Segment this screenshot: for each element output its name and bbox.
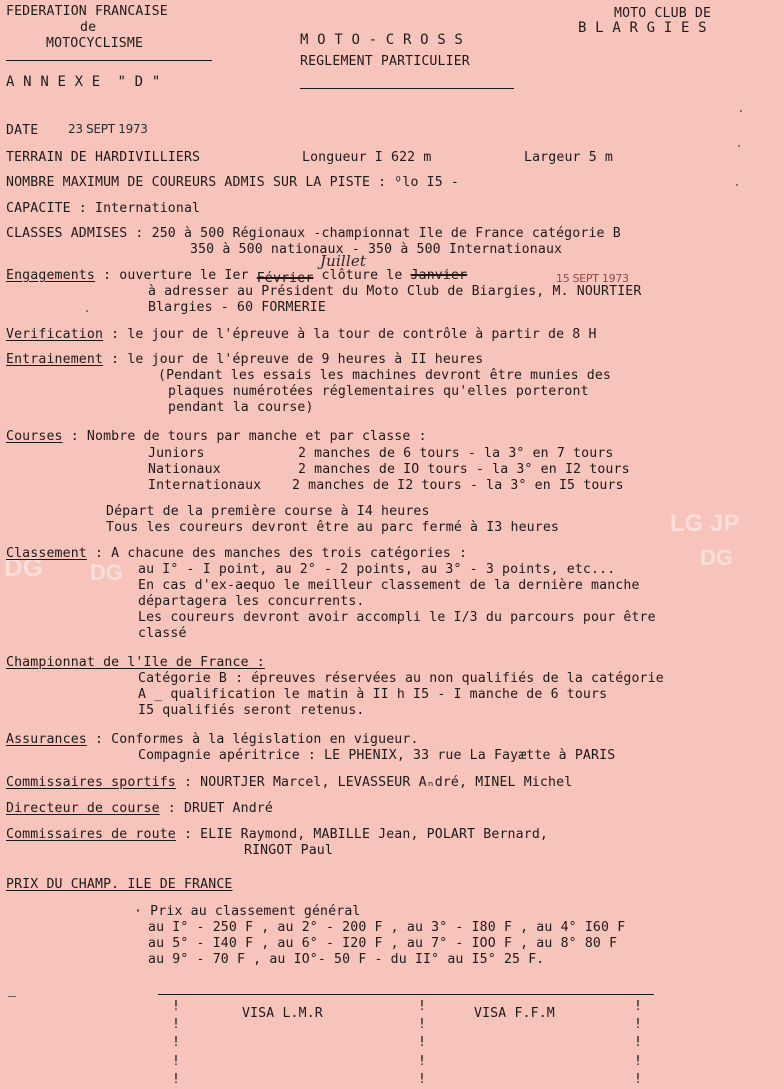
commissaires-route-line2: RINGOT Paul <box>244 843 333 858</box>
assurances-line1 <box>6 732 419 748</box>
paper-speck <box>738 145 740 147</box>
federation-rule <box>6 60 212 61</box>
directeur-line <box>6 801 273 817</box>
classement-line6: classé <box>138 626 187 641</box>
entrainement-line1 <box>6 352 483 368</box>
courses-class-juniors: Juniors <box>148 446 205 461</box>
commissaires-sportifs-line <box>6 775 572 791</box>
paper-speck <box>736 184 738 186</box>
classement-line1 <box>6 546 467 562</box>
commissaires-route-line1 <box>6 827 548 843</box>
handwritten-month: Juillet <box>320 252 367 270</box>
entrainement-line4: pendant la course) <box>168 400 314 415</box>
verification-text: : le jour de l'épreuve à la tour de contrôle à partir de 8 H <box>103 327 597 342</box>
verification-line <box>6 327 597 343</box>
courses-desc-internationaux: 2 manches de I2 tours - la 3° en I5 tours <box>292 478 624 493</box>
courses-desc-juniors: 2 manches de 6 tours - la 3° en 7 tours <box>298 446 614 461</box>
championnat-line1: Catégorie B : épreuves réservées au non qualifiés de la catégorie <box>138 671 664 686</box>
entrainement-text: : le jour de l'épreuve de 9 heures à II heures <box>103 352 484 367</box>
courses-depart: Départ de la première course à I4 heures <box>106 504 430 519</box>
commissaires-sportifs-label: Commissaires sportifs <box>6 775 176 790</box>
title-line1: M O T O - C R O S S <box>300 32 463 48</box>
classes-line1: CLASSES ADMISES : 250 à 500 Régionaux -championnat Ile de France catégorie B <box>6 226 621 241</box>
entrainement-line2: (Pendant les essais les machines devront être munies des <box>158 368 612 383</box>
assurances-line2: Compagnie apéritrice : LE PHENIX, 33 rue La Fayætte à PARIS <box>138 748 616 763</box>
date-label: DATE <box>6 123 39 138</box>
watermark-logo-right-upper: LG JP <box>670 510 740 537</box>
commissaires-sportifs-text: : NOURTJER Marcel, LEVASSEUR Aₙdré, MINEL Michel <box>175 775 573 790</box>
engagements-line1 <box>6 268 467 284</box>
verification-label: Verification <box>6 327 104 342</box>
date-stamp: 23 SEPT 1973 <box>68 122 148 136</box>
championnat-line3: I5 qualifiés seront retenus. <box>138 703 365 718</box>
watermark-logo-left: DG <box>4 552 43 582</box>
classement-line4: départagera les concurrents. <box>138 594 365 609</box>
annexe-label: A N N E X E " D " <box>6 74 161 90</box>
courses-intro: : Nombre de tours par manche et par classe : <box>62 429 427 444</box>
capacite: CAPACITE : International <box>6 201 201 216</box>
engagements-line2: à adresser au Président du Moto Club de Biargies, M. NOURTIER <box>148 284 642 299</box>
classement-line2: au I° - I point, au 2° - 2 points, au 3° - 3 points, etc... <box>138 562 616 577</box>
classement-intro: : A chacune des manches des trois catégories : <box>86 546 468 561</box>
assurances-label: Assurances <box>6 732 87 747</box>
directeur-label: Directeur de course <box>6 801 160 816</box>
nombre-maximum: NOMBRE MAXIMUM DE COUREURS ADMIS SUR LA PISTE : ᴼlo I5 - <box>6 175 460 190</box>
title-line2: REGLEMENT PARTICULIER <box>300 54 470 69</box>
prix-line1: · Prix au classement général <box>134 904 361 919</box>
title-rule <box>300 88 514 89</box>
prix-line2: au I° - 250 F , au 2° - 200 F , au 3° - I80 F , au 4° I60 F <box>148 920 626 935</box>
courses-class-nationaux: Nationaux <box>148 462 221 477</box>
engagements-ouverture: : ouverture le Ier <box>95 268 257 283</box>
engagements-line3: Blargies - 60 FORMERIE <box>148 300 326 315</box>
visa-right-border: ! ! ! ! ! <box>634 999 642 1087</box>
federation-line1: FEDERATION FRANCAISE <box>6 4 168 19</box>
club-line2: B L A R G I E S <box>578 20 707 36</box>
courses-line <box>6 429 427 445</box>
classement-line5: Les coureurs devront avoir accompli le I/3 du parcours pour être <box>138 610 656 625</box>
championnat-line2: A _ qualification le matin à II h I5 - I manche de 6 tours <box>138 687 608 702</box>
federation-line2: de <box>80 20 97 35</box>
federation-line3: MOTOCYCLISME <box>46 36 144 51</box>
engagements-cloture: clôture le <box>313 268 411 283</box>
visa-lmr: VISA L.M.R <box>242 1006 323 1021</box>
assurances-text: : Conformes à la législation en vigueur. <box>86 732 419 747</box>
terrain-name: TERRAIN DE HARDIVILLIERS <box>6 150 201 165</box>
prix-line3: au 5° - I40 F , au 6° - I20 F , au 7° - IOO F , au 8° 80 F <box>148 936 618 951</box>
visa-ffm: VISA F.F.M <box>474 1006 555 1021</box>
courses-parc: Tous les coureurs devront être au parc fermé à I3 heures <box>106 520 560 535</box>
crossed-out-month-2: Janvier <box>410 268 468 283</box>
prix-line4: au 9° - 70 F , au IO°- 50 F - du II° au I5° 25 F. <box>148 952 545 967</box>
terrain-longueur: Longueur I 622 m <box>302 150 432 165</box>
visa-top-rule <box>158 994 654 995</box>
visa-left-border: ! ! ! ! ! <box>172 999 180 1087</box>
terrain-largeur: Largeur 5 m <box>524 150 613 165</box>
watermark-logo-mid: DG <box>90 560 123 585</box>
prix-heading: PRIX DU CHAMP. ILE DE FRANCE <box>6 877 233 892</box>
entrainement-label: Entrainement <box>6 352 104 367</box>
watermark-logo-right: DG <box>700 545 733 570</box>
paper-speck <box>8 996 16 997</box>
paper-speck <box>86 310 88 312</box>
engagements-label: Engagements <box>6 268 95 283</box>
crossed-out-month-1: Février <box>256 271 314 286</box>
club-line1: MOTO CLUB DE <box>614 6 712 21</box>
classement-line3: En cas d'ex-aequo le meilleur classement de la dernière manche <box>138 578 640 593</box>
paper-speck <box>740 110 742 112</box>
visa-middle-border: ! ! ! ! ! <box>418 999 426 1087</box>
entrainement-line3: plaques numérotées réglementaires qu'elles porteront <box>168 384 589 399</box>
championnat-label: Championnat de l'Ile de France : <box>6 655 265 670</box>
cloture-date-stamp: 15 SEPT 1973 <box>556 272 629 285</box>
classement-label: Classement <box>6 546 87 561</box>
courses-desc-nationaux: 2 manches de IO tours - la 3° en I2 tours <box>298 462 630 477</box>
courses-class-internationaux: Internationaux <box>148 478 262 493</box>
classes-line2: 350 à 500 nationaux - 350 à 500 Internationaux <box>190 242 563 257</box>
courses-label: Courses <box>6 429 63 444</box>
commissaires-route-label: Commissaires de route <box>6 827 176 842</box>
commissaires-route-text: : ELIE Raymond, MABILLE Jean, POLART Bernard, <box>175 827 549 842</box>
directeur-text: : DRUET André <box>159 801 273 816</box>
